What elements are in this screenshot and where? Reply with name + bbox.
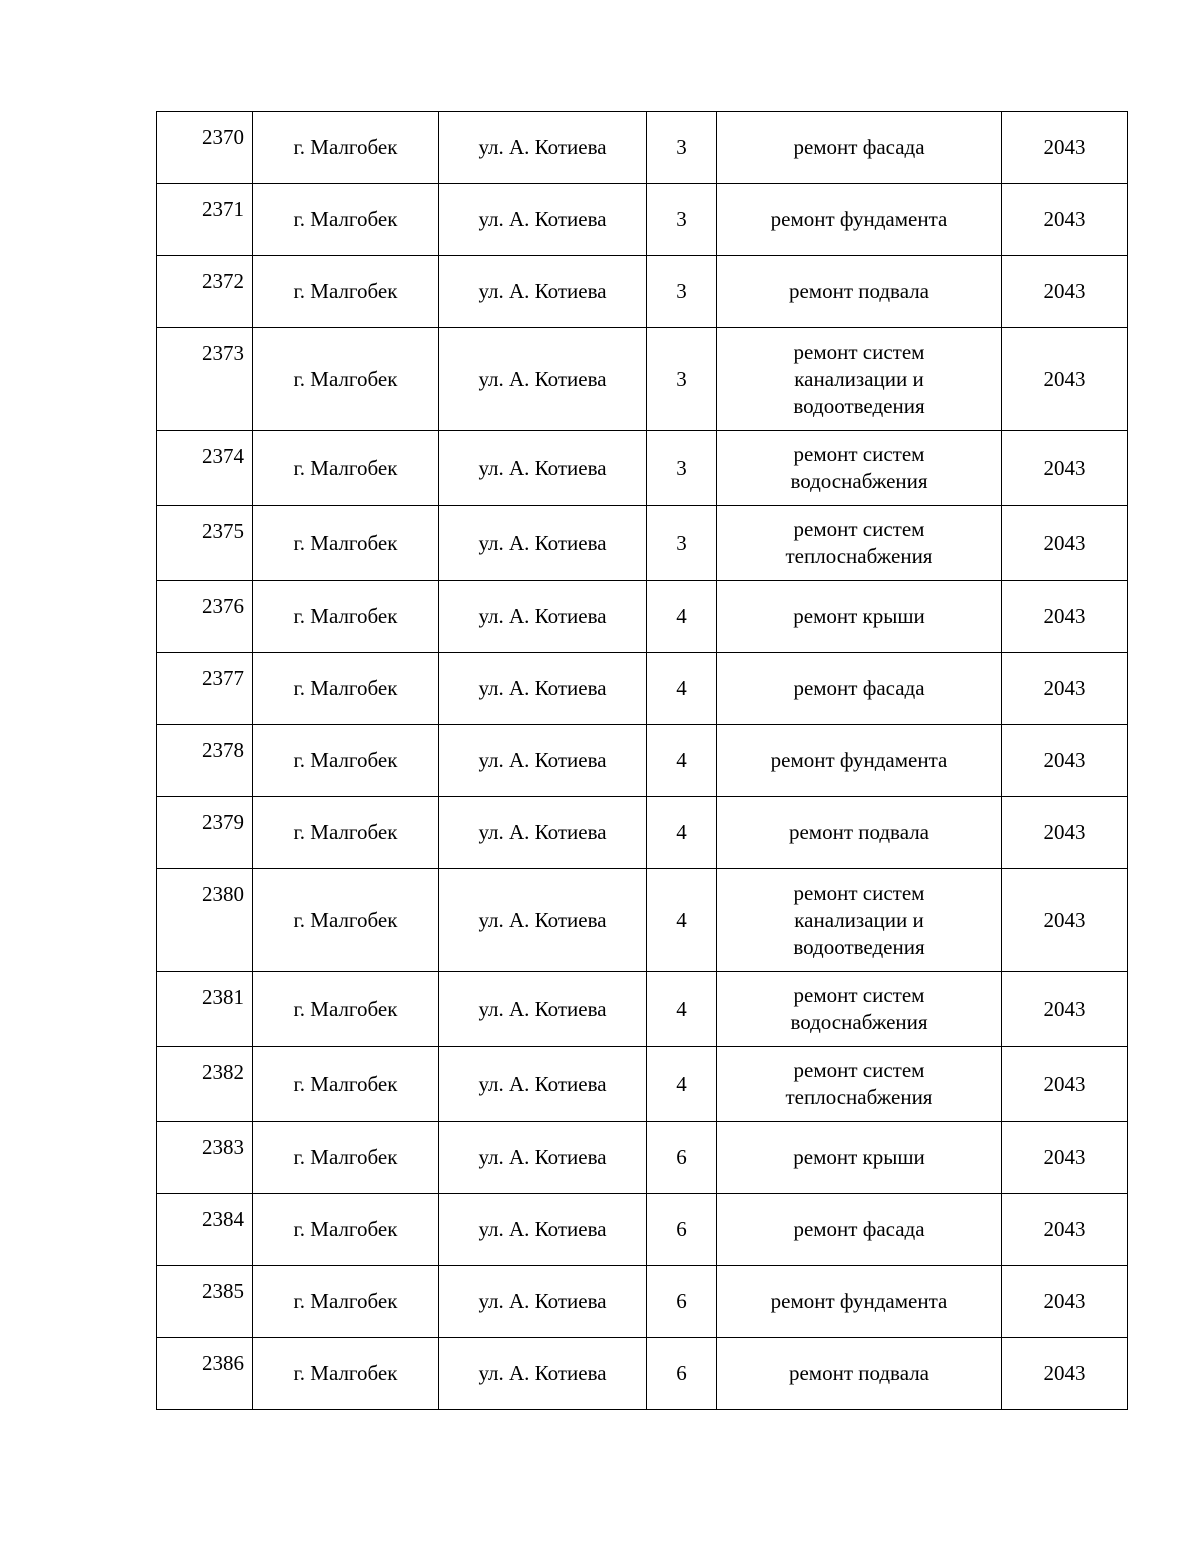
- work-type-line: ремонт фасада: [793, 1217, 925, 1241]
- work-type-line: ремонт фасада: [793, 135, 925, 159]
- street-cell: ул. А. Котиева: [439, 112, 647, 184]
- house-number-cell: 4: [647, 725, 717, 797]
- table-row: [157, 653, 1128, 725]
- work-type-line: канализации и: [794, 907, 924, 932]
- table-row: [157, 506, 1128, 581]
- year-cell: 2043: [1002, 431, 1128, 506]
- year-cell: 2043: [1002, 506, 1128, 581]
- table-row: [157, 1266, 1128, 1338]
- year-cell: 2043: [1002, 1122, 1128, 1194]
- work-type-line: водоотведения: [793, 393, 925, 418]
- work-type-line: ремонт фундамента: [770, 1289, 948, 1313]
- work-type-line: водоотведения: [793, 934, 925, 959]
- street-cell: ул. А. Котиева: [439, 506, 647, 581]
- house-number-cell: 4: [647, 972, 717, 1047]
- house-number-cell: 3: [647, 506, 717, 581]
- work-type-cell: [717, 431, 1002, 506]
- year-cell: 2043: [1002, 1194, 1128, 1266]
- row-number-cell: 2375: [157, 506, 253, 581]
- work-type-cell: [717, 112, 1002, 184]
- year-cell: 2043: [1002, 256, 1128, 328]
- work-type-cell: [717, 653, 1002, 725]
- row-number-cell: 2379: [157, 797, 253, 869]
- city-cell: г. Малгобек: [253, 184, 439, 256]
- street-cell: ул. А. Котиева: [439, 1338, 647, 1410]
- work-type-line: ремонт систем: [793, 880, 925, 905]
- house-number-cell: 6: [647, 1122, 717, 1194]
- work-type-cell: [717, 506, 1002, 581]
- work-type-cell: [717, 256, 1002, 328]
- table-row: [157, 1122, 1128, 1194]
- city-cell: г. Малгобек: [253, 328, 439, 431]
- row-number-cell: 2376: [157, 581, 253, 653]
- work-type-line: канализации и: [794, 366, 924, 391]
- work-type-line: ремонт систем: [793, 1058, 925, 1082]
- row-number-cell: 2371: [157, 184, 253, 256]
- year-cell: 2043: [1002, 1338, 1128, 1410]
- street-cell: ул. А. Котиева: [439, 653, 647, 725]
- city-cell: г. Малгобек: [253, 797, 439, 869]
- row-number-cell: 2373: [157, 328, 253, 431]
- work-type-line: водоснабжения: [790, 1010, 928, 1034]
- year-cell: 2043: [1002, 328, 1128, 431]
- year-cell: 2043: [1002, 112, 1128, 184]
- work-type-line: теплоснабжения: [785, 544, 933, 568]
- work-type-line: ремонт фасада: [793, 676, 925, 700]
- work-type-line: ремонт фундамента: [770, 207, 948, 231]
- work-type-cell: [717, 328, 1002, 431]
- house-number-cell: 3: [647, 431, 717, 506]
- work-type-cell: [717, 581, 1002, 653]
- table-body: [157, 112, 1128, 1410]
- table-row: [157, 1047, 1128, 1122]
- work-type-line: ремонт систем: [793, 517, 925, 541]
- street-cell: ул. А. Котиева: [439, 725, 647, 797]
- year-cell: 2043: [1002, 1266, 1128, 1338]
- work-type-line: ремонт подвала: [788, 279, 930, 303]
- street-cell: ул. А. Котиева: [439, 256, 647, 328]
- year-cell: 2043: [1002, 1047, 1128, 1122]
- street-cell: ул. А. Котиева: [439, 581, 647, 653]
- work-type-line: ремонт крыши: [793, 1145, 925, 1169]
- row-number-cell: 2370: [157, 112, 253, 184]
- city-cell: г. Малгобек: [253, 581, 439, 653]
- table-row: [157, 431, 1128, 506]
- work-type-line: ремонт крыши: [793, 604, 925, 628]
- work-type-line: ремонт систем: [793, 442, 925, 466]
- house-number-cell: 6: [647, 1194, 717, 1266]
- work-type-line: теплоснабжения: [785, 1085, 933, 1109]
- table-row: [157, 1338, 1128, 1410]
- house-number-cell: 3: [647, 112, 717, 184]
- row-number-cell: 2382: [157, 1047, 253, 1122]
- street-cell: ул. А. Котиева: [439, 797, 647, 869]
- year-cell: 2043: [1002, 972, 1128, 1047]
- work-type-cell: [717, 869, 1002, 972]
- city-cell: г. Малгобек: [253, 1122, 439, 1194]
- row-number-cell: 2386: [157, 1338, 253, 1410]
- house-number-cell: 4: [647, 1047, 717, 1122]
- city-cell: г. Малгобек: [253, 112, 439, 184]
- house-number-cell: 3: [647, 184, 717, 256]
- street-cell: ул. А. Котиева: [439, 1047, 647, 1122]
- year-cell: 2043: [1002, 725, 1128, 797]
- work-type-cell: [717, 725, 1002, 797]
- work-type-cell: [717, 1338, 1002, 1410]
- year-cell: 2043: [1002, 581, 1128, 653]
- house-number-cell: 4: [647, 797, 717, 869]
- city-cell: г. Малгобек: [253, 1194, 439, 1266]
- city-cell: г. Малгобек: [253, 506, 439, 581]
- row-number-cell: 2380: [157, 869, 253, 972]
- work-type-cell: [717, 797, 1002, 869]
- city-cell: г. Малгобек: [253, 1266, 439, 1338]
- row-number-cell: 2372: [157, 256, 253, 328]
- year-cell: 2043: [1002, 797, 1128, 869]
- work-type-cell: [717, 972, 1002, 1047]
- year-cell: 2043: [1002, 653, 1128, 725]
- row-number-cell: 2381: [157, 972, 253, 1047]
- street-cell: ул. А. Котиева: [439, 328, 647, 431]
- work-type-line: водоснабжения: [790, 469, 928, 493]
- table-row: [157, 112, 1128, 184]
- city-cell: г. Малгобек: [253, 1047, 439, 1122]
- work-type-line: ремонт систем: [793, 339, 925, 364]
- house-number-cell: 4: [647, 653, 717, 725]
- work-type-line: ремонт фундамента: [770, 748, 948, 772]
- row-number-cell: 2374: [157, 431, 253, 506]
- house-number-cell: 3: [647, 256, 717, 328]
- house-number-cell: 6: [647, 1338, 717, 1410]
- work-type-cell: [717, 1266, 1002, 1338]
- house-number-cell: 6: [647, 1266, 717, 1338]
- year-cell: 2043: [1002, 869, 1128, 972]
- street-cell: ул. А. Котиева: [439, 1194, 647, 1266]
- work-type-line: ремонт подвала: [788, 1361, 930, 1385]
- row-number-cell: 2385: [157, 1266, 253, 1338]
- house-number-cell: 4: [647, 581, 717, 653]
- row-number-cell: 2384: [157, 1194, 253, 1266]
- city-cell: г. Малгобек: [253, 653, 439, 725]
- table-row: [157, 328, 1128, 431]
- table-row: [157, 725, 1128, 797]
- house-number-cell: 4: [647, 869, 717, 972]
- work-type-line: ремонт систем: [793, 983, 925, 1007]
- city-cell: г. Малгобек: [253, 256, 439, 328]
- street-cell: ул. А. Котиева: [439, 972, 647, 1047]
- table-row: [157, 256, 1128, 328]
- table-row: [157, 184, 1128, 256]
- table-row: [157, 869, 1128, 972]
- city-cell: г. Малгобек: [253, 725, 439, 797]
- work-type-cell: [717, 184, 1002, 256]
- street-cell: ул. А. Котиева: [439, 1122, 647, 1194]
- street-cell: ул. А. Котиева: [439, 184, 647, 256]
- street-cell: ул. А. Котиева: [439, 869, 647, 972]
- work-type-cell: [717, 1194, 1002, 1266]
- city-cell: г. Малгобек: [253, 431, 439, 506]
- work-type-line: ремонт подвала: [788, 820, 930, 844]
- work-type-cell: [717, 1047, 1002, 1122]
- table-row: [157, 1194, 1128, 1266]
- house-number-cell: 3: [647, 328, 717, 431]
- year-cell: 2043: [1002, 184, 1128, 256]
- work-type-cell: [717, 1122, 1002, 1194]
- city-cell: г. Малгобек: [253, 1338, 439, 1410]
- table-row: [157, 972, 1128, 1047]
- row-number-cell: 2377: [157, 653, 253, 725]
- city-cell: г. Малгобек: [253, 972, 439, 1047]
- street-cell: ул. А. Котиева: [439, 1266, 647, 1338]
- street-cell: ул. А. Котиева: [439, 431, 647, 506]
- row-number-cell: 2378: [157, 725, 253, 797]
- repair-schedule-table: [156, 111, 1128, 1410]
- table-row: [157, 581, 1128, 653]
- row-number-cell: 2383: [157, 1122, 253, 1194]
- table-row: [157, 797, 1128, 869]
- city-cell: г. Малгобек: [253, 869, 439, 972]
